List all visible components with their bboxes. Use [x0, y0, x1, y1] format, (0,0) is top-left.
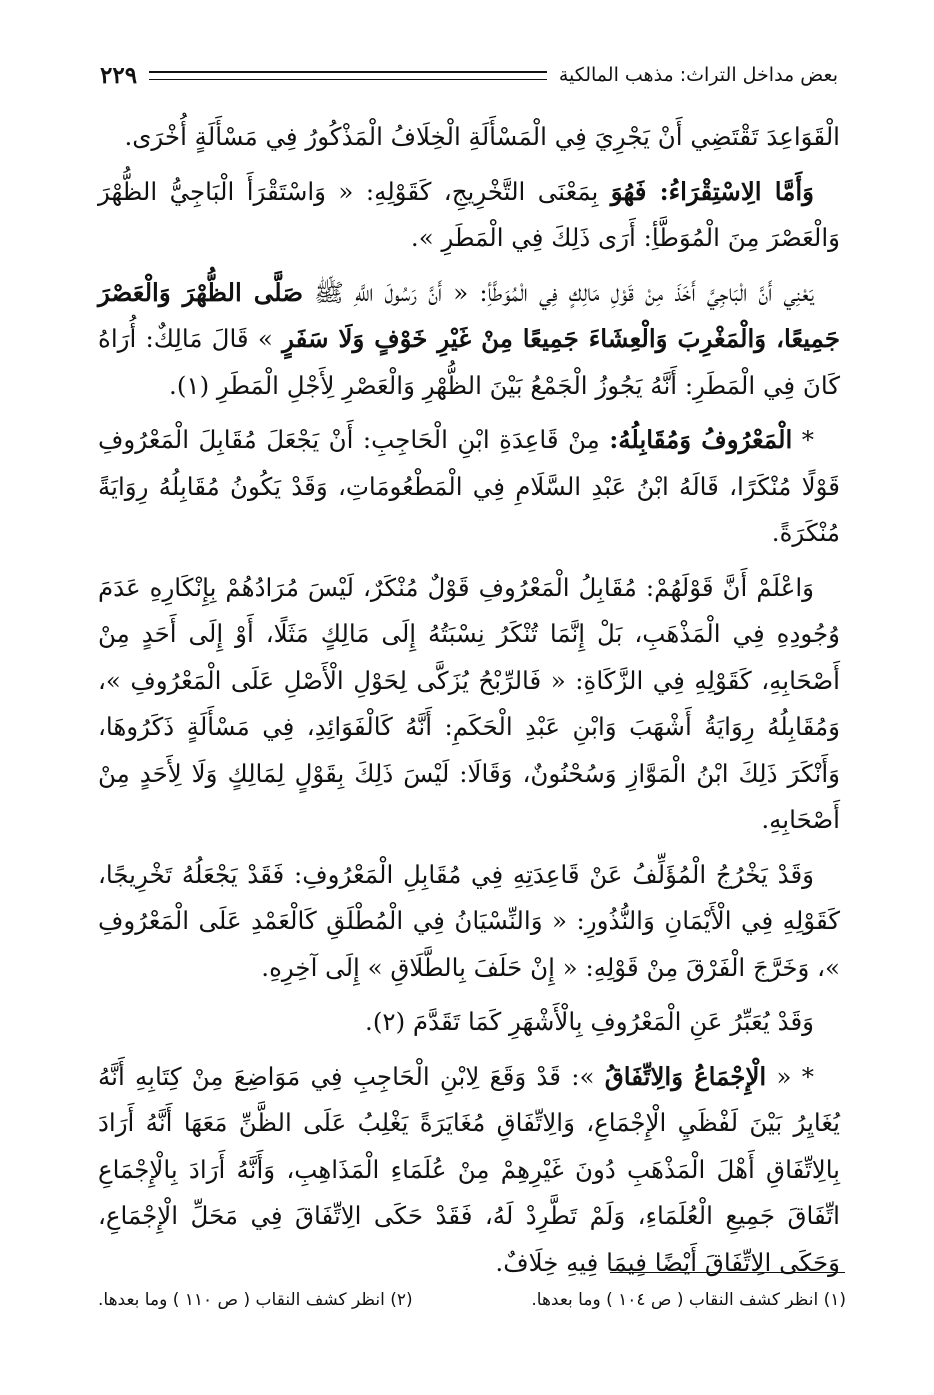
paragraph-text: »: قَدْ وَقَعَ لِابْنِ الْحَاجِبِ فِي مَوَاضِعَ مِنْ كِتَابِهِ أَنَّهُ يُغَايِرُ بَيْنَ لَفْظَيِ الْإِجْمَاعِ، وَالِاتِّفَاقِ مُغَايَرَةً يَغْلِبُ عَلَى الظَّنِّ مَعَهَا أَنَّهُ أَرَادَ بِالِاتِّفَاقِ أَهْلَ الْمَذْهَبِ دُونَ غَيْرِهِمْ مِنْ عُلَمَاءِ الْمَذَاهِبِ، وَأَنَّهُ أَرَادَ بِالْإِجْمَاعِ اتِّفَاقَ جَمِيعِ الْعُلَمَاءِ، وَلَمْ تَطَّرِدْ لَهُ، فَقَدْ حَكَى الِاتِّفَاقَ فِي مَحَلِّ الْإِجْمَاعِ، وَحَكَى الِاتِّفَاقَ أَيْضًا فِيمَا فِيهِ خِلَافٌ. [98, 1061, 840, 1277]
paragraph-text: وَاعْلَمْ أَنَّ قَوْلَهُمْ: مُقَابِلُ الْمَعْرُوفِ قَوْلٌ مُنْكَرٌ، لَيْسَ مُرَادُهُمْ بِإِنْكَارِهِ عَدَمَ وُجُودِهِ فِي الْمَذْهَبِ، بَلْ إِنَّمَا تُنْكَرُ نِسْبَتُهُ إِلَى مَالِكٍ مَثَلًا، أَوْ إِلَى أَحَدٍ مِنْ أَصْحَابِهِ، كَقَوْلِهِ فِي الزَّكَاةِ: « فَالرِّبْحُ يُزَكَّى لِحَوْلِ الْأَصْلِ عَلَى الْمَعْرُوفِ »، وَمُقَابِلُهُ رِوَايَةُ أَشْهَبَ وَابْنِ عَبْدِ الْحَكَمِ: أَنَّهُ كَالْفَوَائِدِ، فِي مَسْأَلَةٍ ذَكَرُوهَا، وَأَنْكَرَ ذَلِكَ ابْنُ الْمَوَّازِ وَسُحْنُونٌ، وَقَالَا: لَيْسَ ذَلِكَ بِقَوْلٍ لِمَالِكٍ وَلَا لِأَحَدٍ مِنْ أَصْحَابِهِ. [98, 572, 840, 834]
running-title: بعض مداخل التراث: مذهب المالكية [558, 64, 838, 86]
paragraph-heading: الْإِجْمَاعُ وَالِاتِّفَاقُ [604, 1061, 767, 1091]
paragraph [98, 999, 840, 1046]
hadith-quote: صَلَّى الظُّهْرَ وَالْعَصْرَ جَمِيعًا، وَالْمَغْرِبَ وَالْعِشَاءَ جَمِيعًا مِنْ غَيْرِ خَوْفٍ وَلَا سَفَرٍ [98, 277, 840, 353]
footnote: (٢) انظر كشف النقاب ( ص ١١٠ ) وما بعدها. [98, 1290, 413, 1310]
footnote: (١) انظر كشف النقاب ( ص ١٠٤ ) وما بعدها. [531, 1290, 846, 1310]
paragraph-text: الْقَوَاعِدَ تَقْتَضِي أَنْ يَجْرِيَ فِي الْمَسْأَلَةِ الْخِلَافُ الْمَذْكُورُ فِي مَسْأَلَةٍ أُخْرَى. [124, 122, 840, 151]
footnotes [98, 1290, 846, 1310]
paragraph [98, 565, 840, 844]
bullet-marker: * [792, 425, 814, 454]
paragraph-text: مِنْ قَاعِدَةِ ابْنِ الْحَاجِبِ: أَنْ يَجْعَلَ مُقَابِلَ الْمَعْرُوفِ قَوْلًا مُنْكَرًا، قَالَهُ ابْنُ عَبْدِ السَّلَامِ فِي الْمَطْعُومَاتِ، وَقَدْ يَكُونُ مُقَابِلُهُ رِوَايَةً مُنْكَرَةً. [98, 425, 840, 547]
paragraph-text: » قَالَ مَالِكٌ: أُرَاهُ كَانَ فِي الْمَطَرِ: أَنَّهُ يَجُوزُ الْجَمْعُ بَيْنَ الظُّهْرِ وَالْعَصْرِ لِأَجْلِ الْمَطَرِ (١). [98, 324, 840, 400]
paragraph-text: وَقَدْ يُعَبِّرُ عَنِ الْمَعْرُوفِ بِالْأَشْهَرِ كَمَا تَقَدَّمَ (٢). [365, 1007, 814, 1036]
paragraph [98, 270, 840, 410]
paragraph [98, 1054, 840, 1287]
bullet-marker: * « [766, 1061, 815, 1091]
paragraph-text: يَعْنِي أَنَّ الْبَاجِيَّ أَخَذَ مِنْ قَوْلِ مَالِكٍ فِي الْمُوَطَّأِ: « أَنَّ رَسُولَ اللَّهِ ﷺ [303, 277, 814, 307]
paragraph-heading: وَأَمَّا الِاسْتِقْرَاءُ: فَهُوَ [610, 176, 814, 206]
header-rule [149, 71, 547, 80]
paragraph [98, 114, 840, 161]
paragraph-text: بِمَعْنَى التَّخْرِيجِ، كَقَوْلِهِ: « وَاسْتَقْرَأَ الْبَاجِيُّ الظُّهْرَ وَالْعَصْرَ مِنَ الْمُوَطَّأِ: أَرَى ذَلِكَ فِي الْمَطَرِ ». [98, 176, 840, 252]
paragraph [98, 417, 840, 557]
page-number: ٢٢٩ [100, 61, 138, 89]
page-header [100, 58, 838, 92]
paragraph-heading: الْمَعْرُوفُ وَمُقَابِلُهُ: [609, 425, 793, 454]
paragraph-text: وَقَدْ يَخْرُجُ الْمُؤَلِّفُ عَنْ قَاعِدَتِهِ فِي مُقَابِلِ الْمَعْرُوفِ: فَقَدْ يَجْعَلُهُ تَخْرِيجًا، كَقَوْلِهِ فِي الْأَيْمَانِ وَالنُّذُورِ: « وَالنِّسْيَانُ فِي الْمُطْلَقِ كَالْعَمْدِ عَلَى الْمَعْرُوفِ »، وَخَرَّجَ الْفَرْقَ مِنْ قَوْلِهِ: « إِنْ حَلَفَ بِالطَّلَاقِ » إِلَى آخِرِهِ. [98, 859, 840, 982]
paragraph [98, 169, 840, 262]
footnote-rule [610, 1272, 845, 1273]
paragraph [98, 852, 840, 992]
page-body [98, 114, 840, 1294]
